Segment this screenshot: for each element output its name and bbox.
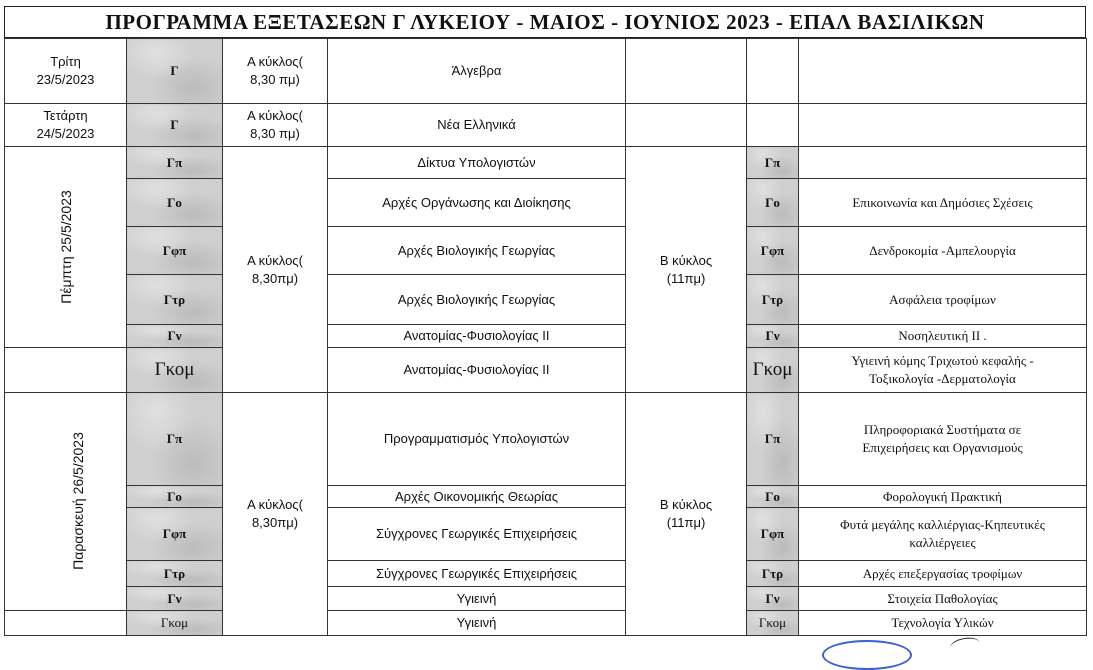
empty-cell (747, 39, 799, 104)
table-row (5, 348, 1087, 393)
cycle-time: 8,30πμ) (251, 515, 299, 530)
class-cell: Γφπ (747, 227, 799, 275)
class-cell: Γπ (127, 393, 223, 486)
cycle-time: 8,30 πμ) (250, 126, 300, 141)
cycle-cell (223, 147, 328, 393)
table-row (5, 325, 1087, 348)
cycle-label: Β κύκλος (659, 497, 713, 512)
subject-cell: Ασφάλεια τροφίμων (799, 275, 1087, 325)
subject-cell: Υγιεινή (328, 611, 626, 636)
table-row (5, 275, 1087, 325)
cycle-label: Α κύκλος( (247, 54, 303, 69)
subject-line: Τοξικολογία -Δερματολογία (869, 371, 1016, 386)
table-row (5, 179, 1087, 227)
table-row (5, 611, 1087, 636)
cycle-cell (223, 393, 328, 636)
table-row (5, 393, 1087, 486)
class-cell: Γφπ (127, 508, 223, 561)
cycle-label: Β κύκλος (659, 252, 713, 268)
class-cell: Γο (747, 179, 799, 227)
class-cell: Γ (127, 39, 223, 104)
cycle-cell (626, 393, 747, 636)
page-title: ΠΡΟΓΡΑΜΜΑ ΕΞΕΤΑΣΕΩΝ Γ ΛΥΚΕΙΟΥ - ΜΑΙΟΣ - ΙΟΥΝΙΟΣ 2023 - ΕΠΑΛ ΒΑΣΙΛΙΚΩΝ (4, 6, 1086, 38)
day-cell (5, 39, 127, 104)
subject-cell: Άλγεβρα (328, 39, 626, 104)
class-cell: Γν (747, 325, 799, 348)
cycle-time: (11πμ) (666, 270, 706, 286)
day-date: 23/5/2023 (36, 72, 95, 87)
cycle-cell (223, 39, 328, 104)
subject-cell: Φορολογική Πρακτική (799, 486, 1087, 508)
class-cell: Γφπ (747, 508, 799, 561)
day-label: Παρασκευή 26/5/2023 (69, 432, 86, 570)
subject-line: Πληροφοριακά Συστήματα σε (863, 422, 1022, 437)
day-date: 24/5/2023 (36, 126, 95, 141)
empty-cell (626, 104, 747, 147)
class-cell: Γο (747, 486, 799, 508)
cycle-label: Α κύκλος( (247, 497, 303, 512)
class-cell: Γπ (747, 147, 799, 179)
cycle-time: 8,30 πμ) (250, 72, 300, 87)
class-cell: Γτρ (747, 275, 799, 325)
empty-cell (799, 104, 1087, 147)
subject-cell: Επικοινωνία και Δημόσιες Σχέσεις (799, 179, 1087, 227)
class-cell: Γτρ (127, 561, 223, 587)
subject-cell: Νέα Ελληνικά (328, 104, 626, 147)
subject-line: Επιχειρήσεις και Οργανισμούς (862, 440, 1023, 455)
class-cell: Γτρ (747, 561, 799, 587)
table-row (5, 508, 1087, 561)
day-cell-rotated (5, 393, 127, 611)
class-cell: Γν (127, 325, 223, 348)
table-row (5, 39, 1087, 104)
day-name: Τρίτη (50, 54, 81, 69)
table-row (5, 104, 1087, 147)
table-row (5, 587, 1087, 611)
cycle-label: Α κύκλος( (247, 252, 303, 268)
table-row (5, 486, 1087, 508)
class-cell: Γκομ (747, 348, 799, 393)
class-cell: Γν (127, 587, 223, 611)
subject-cell: Στοιχεία Παθολογίας (799, 587, 1087, 611)
class-cell: Γφπ (127, 227, 223, 275)
subject-line: Υγιεινή κόμης Τριχωτού κεφαλής - (851, 353, 1034, 368)
subject-line: καλλιέργειες (909, 535, 976, 550)
signature-mark (949, 636, 981, 656)
class-cell: Γτρ (127, 275, 223, 325)
day-cell-rotated (5, 147, 127, 348)
class-cell: Γκομ (747, 611, 799, 636)
class-cell: Γπ (747, 393, 799, 486)
subject-cell: Προγραμματισμός Υπολογιστών (328, 393, 626, 486)
subject-cell: Δενδροκομία -Αμπελουργία (799, 227, 1087, 275)
subject-cell: Ανατομίας-Φυσιολογίας ΙΙ (328, 325, 626, 348)
cycle-label: Α κύκλος( (247, 108, 303, 123)
subject-cell: Αρχές Οικονομικής Θεωρίας (328, 486, 626, 508)
table-row (5, 147, 1087, 179)
class-cell: Γκομ (127, 611, 223, 636)
exam-schedule-table (4, 38, 1087, 636)
class-cell: Γν (747, 587, 799, 611)
subject-cell (799, 508, 1087, 561)
class-cell: Γπ (127, 147, 223, 179)
empty-cell (5, 348, 127, 393)
subject-cell: Αρχές επεξεργασίας τροφίμων (799, 561, 1087, 587)
cycle-time: (11πμ) (666, 515, 706, 530)
class-cell: Γκομ (127, 348, 223, 393)
subject-cell: Υγιεινή (328, 587, 626, 611)
cycle-cell (626, 147, 747, 393)
empty-cell (799, 39, 1087, 104)
subject-line: Φυτά μεγάλης καλλιέργιας-Κηπευτικές (840, 517, 1045, 532)
stamp-mark (822, 640, 912, 670)
empty-cell (5, 611, 127, 636)
subject-cell: Σύγχρονες Γεωργικές Επιχειρήσεις (328, 561, 626, 587)
empty-cell (626, 39, 747, 104)
subject-cell: Αρχές Βιολογικής Γεωργίας (328, 275, 626, 325)
subject-cell: Αρχές Οργάνωσης και Διοίκησης (328, 179, 626, 227)
subject-cell: Σύγχρονες Γεωργικές Επιχειρήσεις (328, 508, 626, 561)
day-name: Τετάρτη (43, 108, 88, 123)
subject-cell (799, 147, 1087, 179)
class-cell: Γ (127, 104, 223, 147)
subject-cell (799, 348, 1087, 393)
day-cell (5, 104, 127, 147)
subject-cell: Ανατομίας-Φυσιολογίας ΙΙ (328, 348, 626, 393)
table-row (5, 561, 1087, 587)
cycle-time: 8,30πμ) (251, 270, 299, 286)
day-label: Πέμπτη 25/5/2023 (57, 189, 74, 304)
subject-cell: Τεχνολογία Υλικών (799, 611, 1087, 636)
class-cell: Γο (127, 486, 223, 508)
class-cell: Γο (127, 179, 223, 227)
empty-cell (747, 104, 799, 147)
subject-cell: Αρχές Βιολογικής Γεωργίας (328, 227, 626, 275)
cycle-cell (223, 104, 328, 147)
subject-cell: Δίκτυα Υπολογιστών (328, 147, 626, 179)
subject-cell (799, 393, 1087, 486)
subject-cell: Νοσηλευτική ΙΙ . (799, 325, 1087, 348)
table-row (5, 227, 1087, 275)
